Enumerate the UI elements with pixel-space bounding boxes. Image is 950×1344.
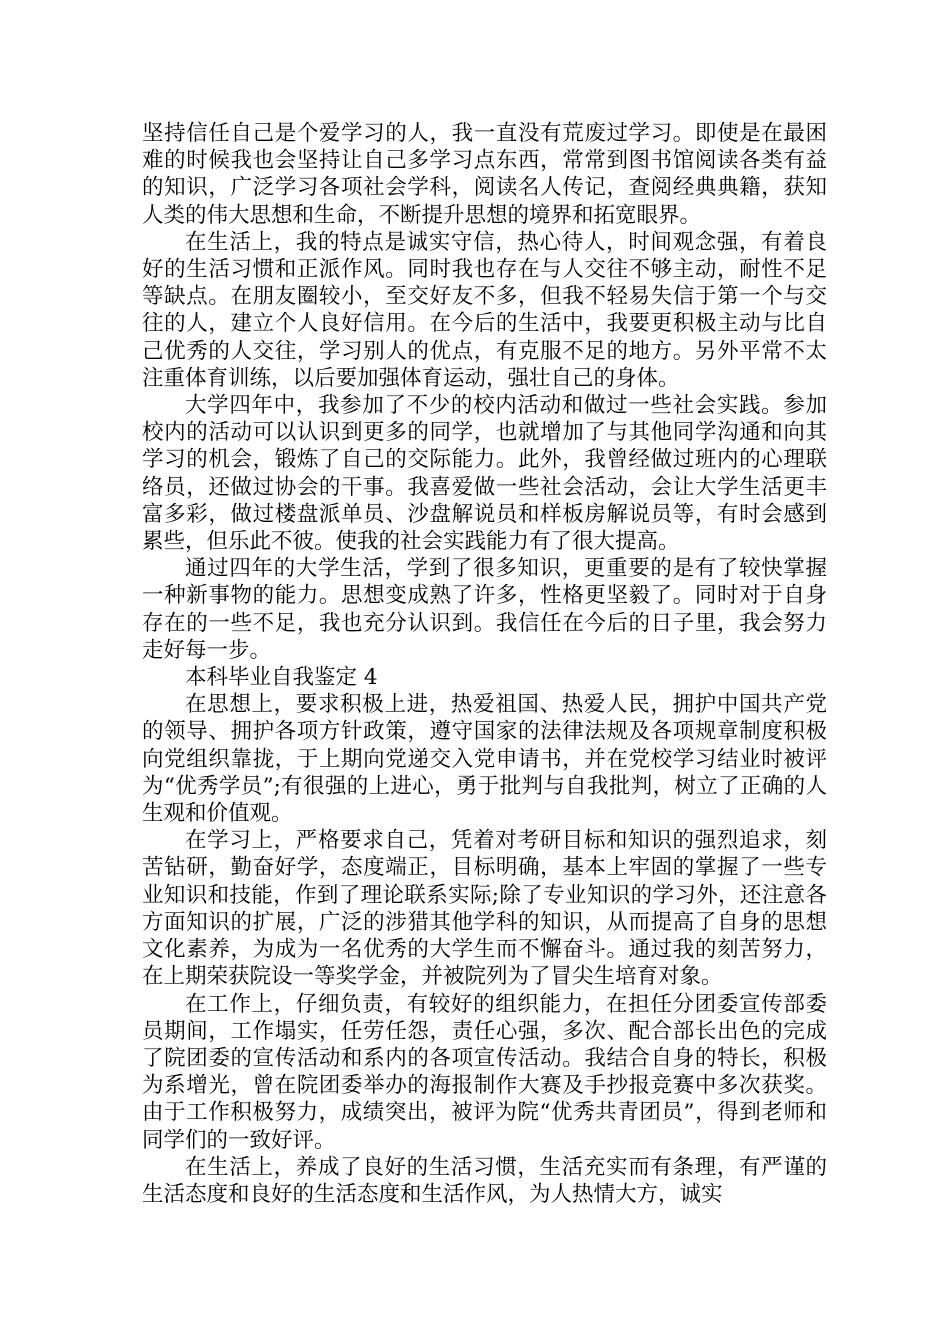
paragraph-activities: 大学四年中，我参加了不少的校内活动和做过一些社会实践。参加校内的活动可以认识到更多的同学，也就增加了与其他同学沟通和向其学习的机会，锻炼了自己的交际能力。此外，我曾经做过班内的心理联络员，还做过协会的干事。我喜爱做一些社会活动，会让大学生活更丰富多彩，做过楼盘派单员、沙盘解说员和样板房解说员等，有时会感到累些，但乐此不彼。使我的社会实践能力有了很大提高。: [142, 393, 827, 555]
paragraph-ideology: 在思想上，要求积极上进，热爱祖国、热爱人民，拥护中国共产党的领导、拥护各项方针政策，遵守国家的法律法规及各项规章制度积极向党组织靠拢，于上期向党递交入党申请书，并在党校学习结业时被评为“优秀学员”;有很强的上进心，勇于批判与自我批判，树立了正确的人生观和价值观。: [142, 692, 827, 827]
paragraph-learning: 在学习上，严格要求自己，凭着对考研目标和知识的强烈追求，刻苦钻研，勤奋好学，态度端正，目标明确，基本上牢固的掌握了一些专业知识和技能，作到了理论联系实际;除了专业知识的学习外，还注意各方面知识的扩展，广泛的涉猎其他学科的知识，从而提高了自身的思想文化素养，为成为一名优秀的大学生而不懈奋斗。通过我的刻苦努力，在上期荣获院设一等奖学金，并被院列为了冒尖生培育对象。: [142, 828, 827, 990]
paragraph-summary: 通过四年的大学生活，学到了很多知识，更重要的是有了较快掌握一种新事物的能力。思想变成熟了许多，性格更坚毅了。同时对于自身存在的一些不足，我也充分认识到。我信任在今后的日子里，我会努力走好每一步。: [142, 556, 827, 663]
paragraph-life: 在生活上，养成了良好的生活习惯，生活充实而有条理，有严谨的生活态度和良好的生活态度和生活作风，为人热情大方，诚实: [142, 1154, 827, 1207]
paragraph-work: 在工作上，仔细负责，有较好的组织能力，在担任分团委宣传部委员期间，工作塌实，任劳任怨，责任心强，多次、配合部长出色的完成了院团委的宣传活动和系内的各项宣传活动。我结合自身的特长，积极为系增光，曾在院团委举办的海报制作大赛及手抄报竞赛中多次获奖。由于工作积极努力，成绩突出，被评为院“优秀共青团员”，得到老师和同学们的一致好评。: [142, 991, 827, 1153]
paragraph-life-character: 在生活上，我的特点是诚实守信，热心待人，时间观念强，有着良好的生活习惯和正派作风。同时我也存在与人交往不够主动，耐性不足等缺点。在朋友圈较小，至交好友不多，但我不轻易失信于第一个与交往的人，建立个人良好信用。在今后的生活中，我要更积极主动与比自己优秀的人交往，学习别人的优点，有克服不足的地方。另外平常不太注重体育训练，以后要加强体育运动，强壮自己的身体。: [142, 229, 827, 391]
document-page: [142, 120, 827, 1208]
section-heading: 本科毕业自我鉴定 4: [185, 665, 378, 691]
paragraph-study-habits: 坚持信任自己是个爱学习的人，我一直没有荒废过学习。即使是在最困难的时候我也会坚持让自己多学习点东西，常常到图书馆阅读各类有益的知识，广泛学习各项社会学科，阅读名人传记，查阅经典典籍，获知人类的伟大思想和生命，不断提升思想的境界和拓宽眼界。: [142, 121, 827, 228]
